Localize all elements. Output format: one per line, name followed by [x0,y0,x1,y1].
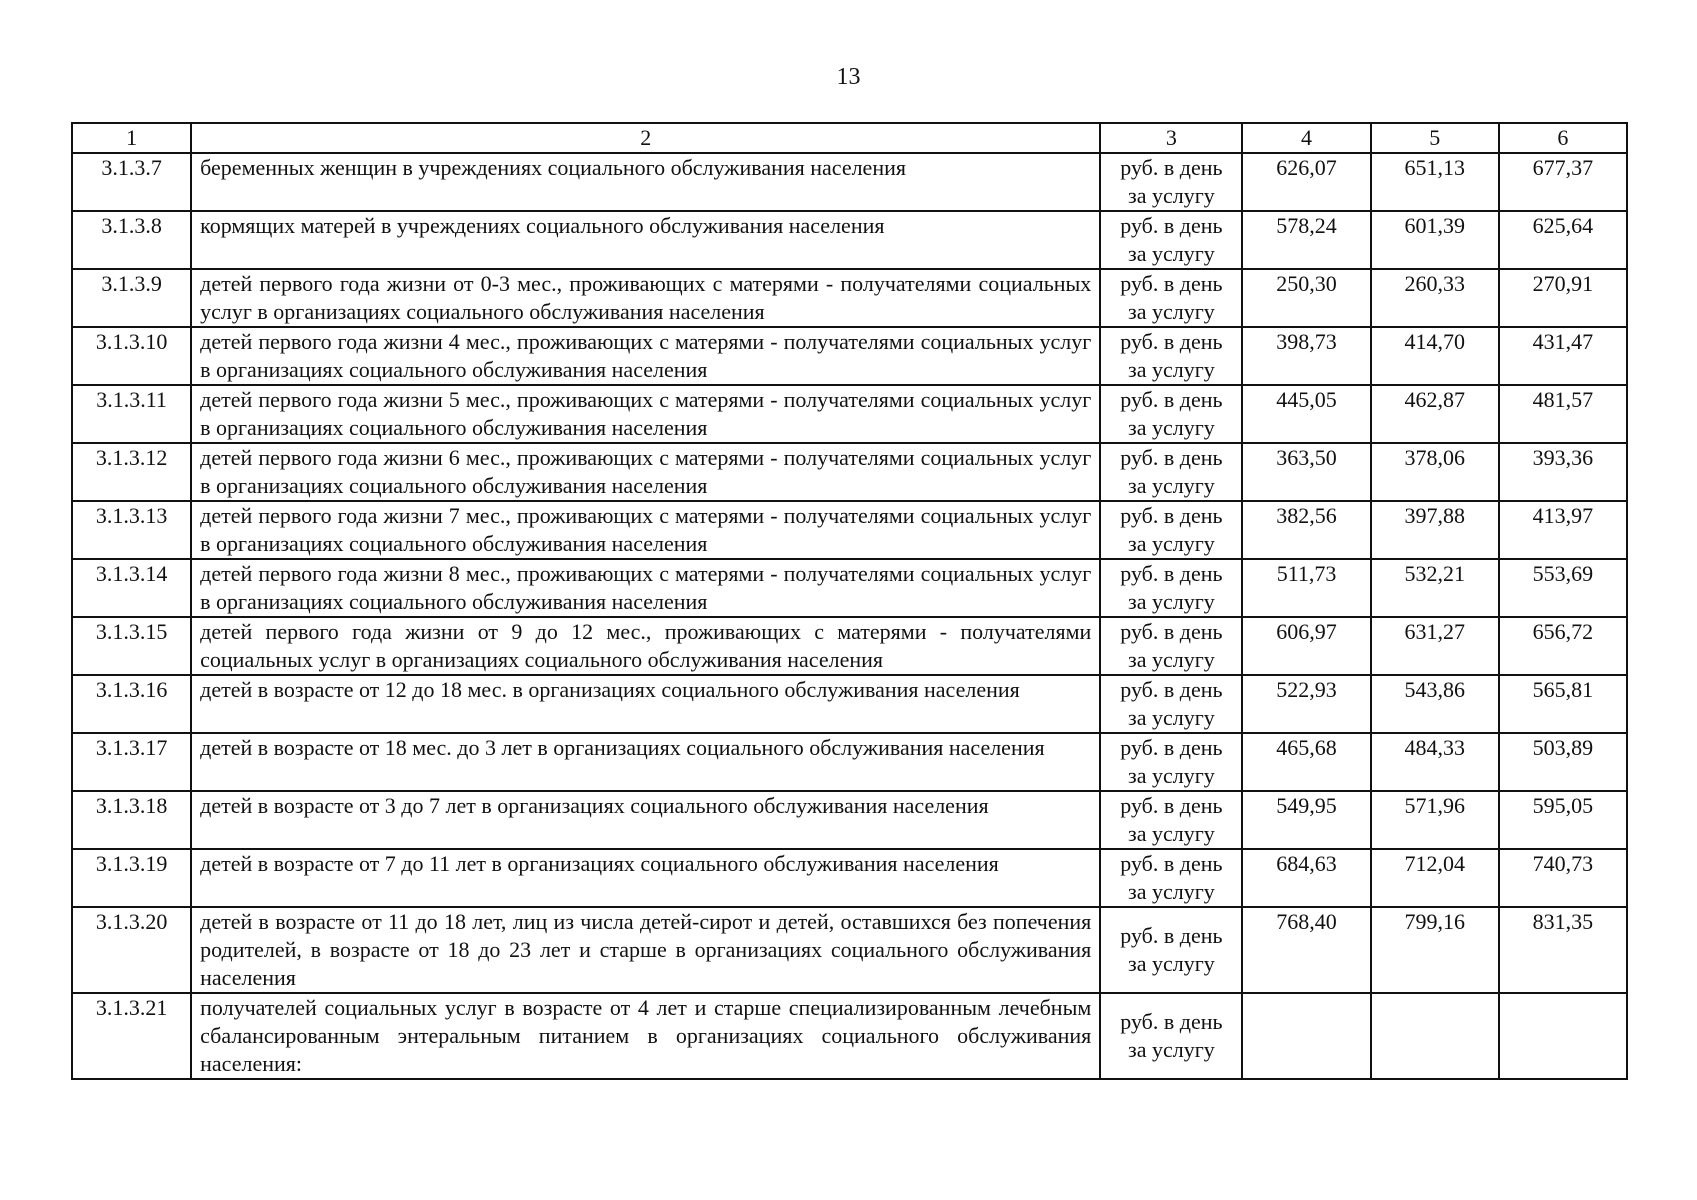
row-code: 3.1.3.19 [72,849,191,907]
row-value-col4: 578,24 [1242,211,1370,269]
unit-line-1: руб. в день [1120,561,1223,586]
row-value-col4: 465,68 [1242,733,1370,791]
row-value-col6: 831,35 [1499,907,1627,993]
table-row [72,385,1627,443]
table-row [72,443,1627,501]
row-description: детей первого года жизни 8 мес., проживающих с матерями - получателями социальных услуг в организациях социального обслуживания населения [191,559,1100,617]
row-value-col6: 677,37 [1499,153,1627,211]
row-value-col5: 378,06 [1371,443,1499,501]
unit-line-1: руб. в день [1120,923,1223,948]
unit-line-2: за услугу [1128,763,1215,788]
row-value-col4: 511,73 [1242,559,1370,617]
row-code: 3.1.3.15 [72,617,191,675]
unit-line-1: руб. в день [1120,851,1223,876]
unit-line-1: руб. в день [1120,619,1223,644]
row-value-col4: 684,63 [1242,849,1370,907]
row-value-col5: 260,33 [1371,269,1499,327]
row-value-col5: 414,70 [1371,327,1499,385]
row-value-col6: 595,05 [1499,791,1627,849]
row-code: 3.1.3.16 [72,675,191,733]
unit-line-2: за услугу [1128,415,1215,440]
table-row [72,791,1627,849]
row-code: 3.1.3.10 [72,327,191,385]
row-description: детей в возрасте от 7 до 11 лет в организациях социального обслуживания населения [191,849,1100,907]
table-row [72,153,1627,211]
row-unit [1100,849,1242,907]
unit-line-2: за услугу [1128,299,1215,324]
unit-line-1: руб. в день [1120,271,1223,296]
row-value-col6: 553,69 [1499,559,1627,617]
row-code: 3.1.3.8 [72,211,191,269]
row-unit [1100,993,1242,1079]
row-value-col6: 740,73 [1499,849,1627,907]
row-unit [1100,211,1242,269]
unit-line-2: за услугу [1128,821,1215,846]
row-value-col4: 382,56 [1242,501,1370,559]
row-value-col4 [1242,993,1370,1079]
row-unit [1100,501,1242,559]
table-row [72,327,1627,385]
unit-line-2: за услугу [1128,879,1215,904]
row-value-col4: 522,93 [1242,675,1370,733]
header-cell-2: 2 [191,123,1100,153]
row-value-col4: 363,50 [1242,443,1370,501]
unit-line-2: за услугу [1128,705,1215,730]
row-code: 3.1.3.11 [72,385,191,443]
row-description: детей в возрасте от 18 мес. до 3 лет в организациях социального обслуживания населения [191,733,1100,791]
unit-line-2: за услугу [1128,1037,1215,1062]
row-unit [1100,385,1242,443]
row-description: детей первого года жизни от 0-3 мес., проживающих с матерями - получателями социальных услуг в организациях социального обслуживания населения [191,269,1100,327]
unit-line-2: за услугу [1128,531,1215,556]
row-value-col5: 397,88 [1371,501,1499,559]
row-unit [1100,617,1242,675]
row-value-col4: 445,05 [1242,385,1370,443]
row-code: 3.1.3.14 [72,559,191,617]
unit-line-2: за услугу [1128,241,1215,266]
table-row [72,907,1627,993]
unit-line-1: руб. в день [1120,445,1223,470]
row-value-col4: 626,07 [1242,153,1370,211]
row-unit [1100,733,1242,791]
row-value-col6: 625,64 [1499,211,1627,269]
table-row [72,849,1627,907]
row-description: детей в возрасте от 11 до 18 лет, лиц из числа детей-сирот и детей, оставшихся без попечения родителей, в возрасте от 18 до 23 лет и старше в организациях социального обслуживания населения [191,907,1100,993]
row-code: 3.1.3.7 [72,153,191,211]
table-row [72,617,1627,675]
row-code: 3.1.3.12 [72,443,191,501]
row-description: детей в возрасте от 12 до 18 мес. в организациях социального обслуживания населения [191,675,1100,733]
row-value-col5: 543,86 [1371,675,1499,733]
header-cell-6: 6 [1499,123,1627,153]
row-value-col5: 799,16 [1371,907,1499,993]
row-description: получателей социальных услуг в возрасте от 4 лет и старше специализированным лечебным сбалансированным энтеральным питанием в организациях социального обслуживания населения: [191,993,1100,1079]
row-description: детей первого года жизни от 9 до 12 мес., проживающих с матерями - получателями социальных услуг в организациях социального обслуживания населения [191,617,1100,675]
row-unit [1100,153,1242,211]
row-code: 3.1.3.9 [72,269,191,327]
row-value-col6: 656,72 [1499,617,1627,675]
table-row [72,559,1627,617]
row-value-col5 [1371,993,1499,1079]
row-code: 3.1.3.21 [72,993,191,1079]
row-value-col6: 393,36 [1499,443,1627,501]
unit-line-2: за услугу [1128,183,1215,208]
table-row [72,675,1627,733]
unit-line-2: за услугу [1128,357,1215,382]
row-value-col6: 565,81 [1499,675,1627,733]
header-cell-3: 3 [1100,123,1242,153]
row-description: детей первого года жизни 4 мес., проживающих с матерями - получателями социальных услуг в организациях социального обслуживания населения [191,327,1100,385]
unit-line-1: руб. в день [1120,735,1223,760]
row-description: детей в возрасте от 3 до 7 лет в организациях социального обслуживания населения [191,791,1100,849]
header-cell-4: 4 [1242,123,1370,153]
row-description: кормящих матерей в учреждениях социального обслуживания населения [191,211,1100,269]
row-value-col4: 250,30 [1242,269,1370,327]
unit-line-2: за услугу [1128,951,1215,976]
row-value-col5: 601,39 [1371,211,1499,269]
row-description: детей первого года жизни 5 мес., проживающих с матерями - получателями социальных услуг в организациях социального обслуживания населения [191,385,1100,443]
unit-line-1: руб. в день [1120,329,1223,354]
row-description: детей первого года жизни 6 мес., проживающих с матерями - получателями социальных услуг в организациях социального обслуживания населения [191,443,1100,501]
row-value-col5: 712,04 [1371,849,1499,907]
table-row [72,733,1627,791]
row-value-col5: 532,21 [1371,559,1499,617]
row-value-col5: 651,13 [1371,153,1499,211]
row-value-col5: 631,27 [1371,617,1499,675]
unit-line-1: руб. в день [1120,387,1223,412]
row-unit [1100,907,1242,993]
row-value-col4: 768,40 [1242,907,1370,993]
row-code: 3.1.3.13 [72,501,191,559]
row-unit [1100,443,1242,501]
unit-line-1: руб. в день [1120,503,1223,528]
unit-line-2: за услугу [1128,647,1215,672]
row-value-col4: 606,97 [1242,617,1370,675]
row-value-col6: 503,89 [1499,733,1627,791]
unit-line-1: руб. в день [1120,213,1223,238]
row-code: 3.1.3.18 [72,791,191,849]
row-value-col4: 549,95 [1242,791,1370,849]
header-cell-5: 5 [1371,123,1499,153]
table-row [72,269,1627,327]
table-header-row [72,123,1627,153]
table-row [72,211,1627,269]
unit-line-2: за услугу [1128,473,1215,498]
unit-line-2: за услугу [1128,589,1215,614]
row-value-col5: 571,96 [1371,791,1499,849]
header-cell-1: 1 [72,123,191,153]
row-unit [1100,675,1242,733]
row-value-col6: 270,91 [1499,269,1627,327]
row-description: беременных женщин в учреждениях социального обслуживания населения [191,153,1100,211]
row-unit [1100,269,1242,327]
row-unit [1100,791,1242,849]
row-unit [1100,327,1242,385]
row-value-col4: 398,73 [1242,327,1370,385]
row-value-col6 [1499,993,1627,1079]
row-value-col6: 481,57 [1499,385,1627,443]
table-row [72,993,1627,1079]
row-description: детей первого года жизни 7 мес., проживающих с матерями - получателями социальных услуг в организациях социального обслуживания населения [191,501,1100,559]
row-unit [1100,559,1242,617]
row-code: 3.1.3.20 [72,907,191,993]
tariff-table [71,122,1628,1080]
unit-line-1: руб. в день [1120,793,1223,818]
row-value-col6: 431,47 [1499,327,1627,385]
table-row [72,501,1627,559]
row-value-col5: 484,33 [1371,733,1499,791]
row-value-col6: 413,97 [1499,501,1627,559]
row-value-col5: 462,87 [1371,385,1499,443]
unit-line-1: руб. в день [1120,1009,1223,1034]
page-number: 13 [836,64,861,90]
unit-line-1: руб. в день [1120,677,1223,702]
unit-line-1: руб. в день [1120,155,1223,180]
row-code: 3.1.3.17 [72,733,191,791]
